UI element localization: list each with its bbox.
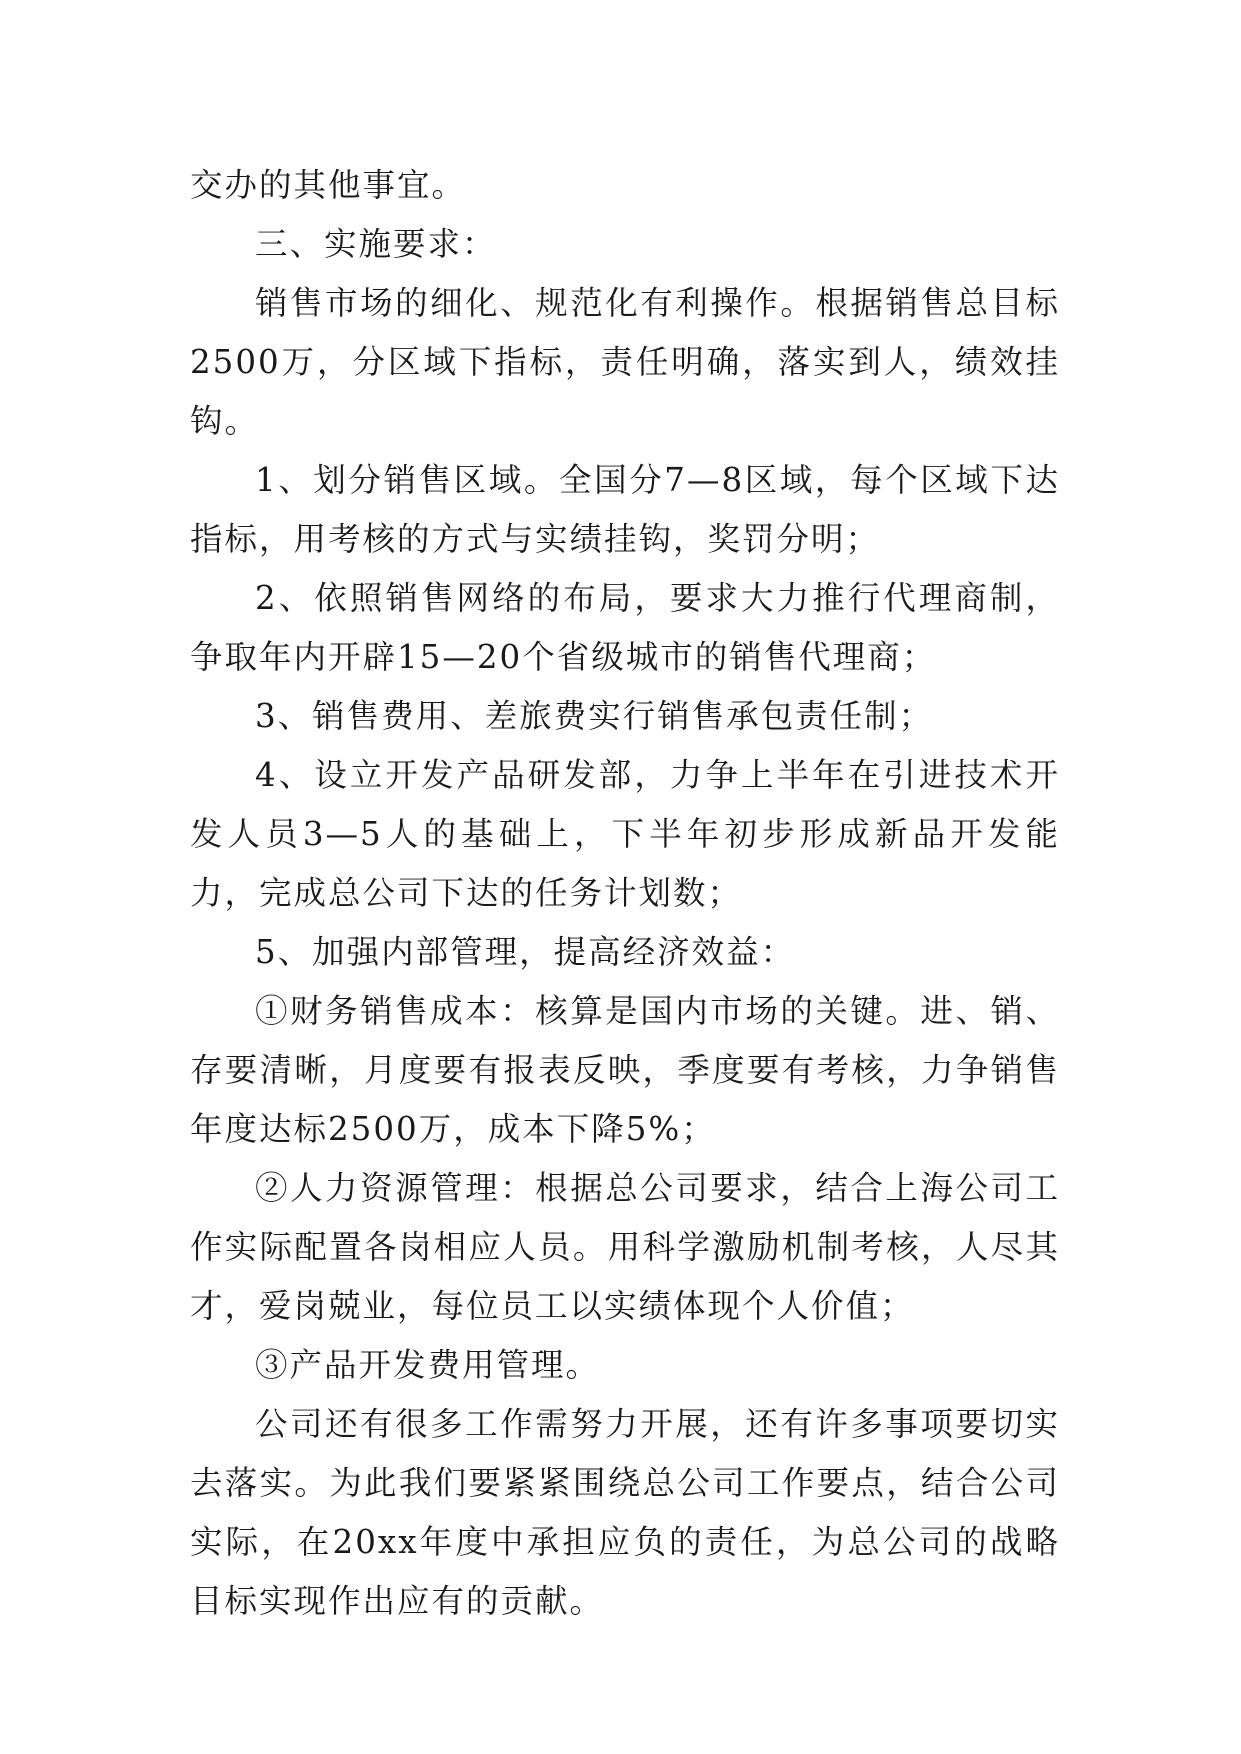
paragraph-8-item-5: 5、加强内部管理，提高经济效益：	[255, 933, 796, 971]
paragraph-12-conclusion: 公司还有很多工作需努力开展，还有许多事项要切实去落实。为此我们要紧紧围绕总公司工作要点，结合公司实际，在20xx年度中承担应负的责任，为总公司的战略目标实现作出应有的贡献。	[190, 1405, 1060, 1620]
paragraph-11-subitem-3: ③产品开发费用管理。	[255, 1346, 601, 1384]
paragraph-2-section-heading: 三、实施要求：	[255, 225, 497, 263]
paragraph-9-subitem-1: ①财务销售成本：核算是国内市场的关键。进、销、存要清晰，月度要有报表反映，季度要有考核，力争销售年度达标2500万，成本下降5%；	[190, 992, 1060, 1148]
paragraph-1: 交办的其他事宜。	[190, 166, 467, 204]
paragraph-7-item-4: 4、设立开发产品研发部，力争上半年在引进技术开发人员3—5人的基础上，下半年初步形成新品开发能力，完成总公司下达的任务计划数；	[190, 756, 1060, 912]
paragraph-6-item-3: 3、销售费用、差旅费实行销售承包责任制；	[255, 697, 934, 735]
paragraph-10-subitem-2: ②人力资源管理：根据总公司要求，结合上海公司工作实际配置各岗相应人员。用科学激励机制考核，人尽其才，爱岗兢业，每位员工以实绩体现个人价值；	[190, 1169, 1060, 1325]
paragraph-4-item-1: 1、划分销售区域。全国分7—8区域，每个区域下达指标，用考核的方式与实绩挂钩，奖罚分明；	[190, 461, 1060, 558]
paragraph-3: 销售市场的细化、规范化有利操作。根据销售总目标2500万，分区域下指标，责任明确，落实到人，绩效挂钩。	[190, 284, 1060, 440]
document-body	[190, 156, 1060, 1631]
paragraph-5-item-2: 2、依照销售网络的布局，要求大力推行代理商制，争取年内开辟15—20个省级城市的销售代理商；	[190, 579, 1060, 676]
